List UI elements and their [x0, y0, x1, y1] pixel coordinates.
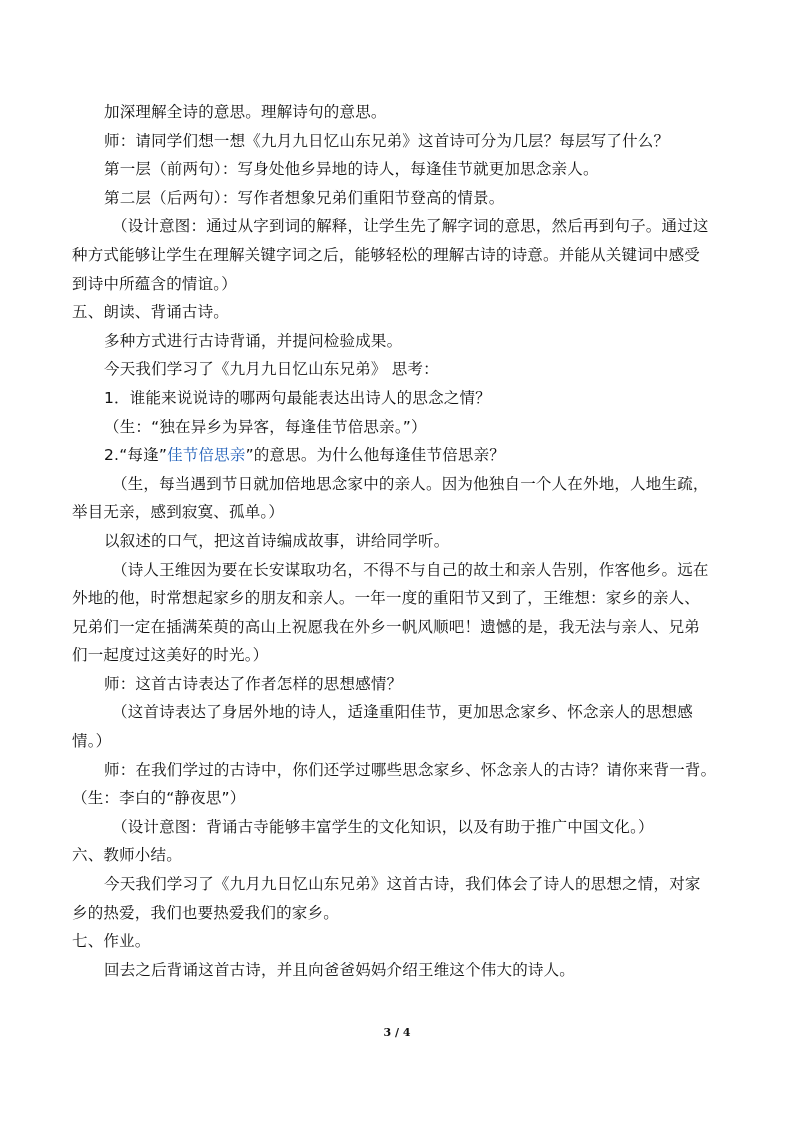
- text-line: （生：李白的“静夜思”）: [72, 789, 246, 808]
- text-line: 外地的他，时常想起家乡的朋友和亲人。一年一度的重阳节又到了，王维想：家乡的亲人、: [72, 589, 701, 608]
- text-line: 师：请同学们想一想《九月九日忆山东兄弟》这首诗可分为几层？每层写了什么？: [104, 131, 670, 150]
- document-body: [72, 98, 732, 984]
- text-line: 以叙述的口气，把这首诗编成故事，讲给同学听。: [104, 531, 450, 550]
- text-line: 师：这首古诗表达了作者怎样的思想感情？: [104, 674, 403, 693]
- text-line: （生，每当遇到节日就加倍地思念家中的亲人。因为他独自一个人在外地，人地生疏，: [112, 474, 709, 493]
- text-line: （这首诗表达了身居外地的诗人，适逢重阳佳节，更加思念家乡、怀念亲人的思想感: [112, 703, 693, 722]
- text-line: 七、作业。: [72, 932, 151, 951]
- text-line: 今天我们学习了《九月九日忆山东兄弟》这首古诗，我们体会了诗人的思想之情，对家: [104, 875, 701, 894]
- text-line: 第二层（后两句）：写作者想象兄弟们重阳节登高的情景。: [104, 188, 505, 207]
- text-line: 举目无亲，感到寂寞、孤单。）: [72, 503, 285, 522]
- question-2-line: [72, 441, 732, 470]
- text-line: 多种方式进行古诗背诵，并提问检验成果。: [104, 331, 403, 350]
- text-line: 兄弟们一定在插满茱萸的高山上祝愿我在外乡一帆风顺吧！遗憾的是，我无法与亲人、兄弟: [72, 617, 701, 636]
- text-line: 情。）: [72, 732, 112, 751]
- question-2-prefix: 2.“每逢”: [104, 446, 168, 465]
- text-line: （生：“独在异乡为异客，每逢佳节倍思亲。”）: [104, 417, 427, 436]
- question-2-suffix: ”的意思。为什么他每逢佳节倍思亲？: [245, 446, 506, 465]
- text-line: 乡的热爱，我们也要热爱我们的家乡。: [72, 903, 339, 922]
- text-line: 五、朗读、背诵古诗。: [72, 303, 230, 322]
- text-line: 1．谁能来说说诗的哪两句最能表达出诗人的思念之情？: [104, 388, 491, 407]
- text-line: （设计意图：背诵古寺能够丰富学生的文化知识，以及有助于推广中国文化。）: [112, 817, 654, 836]
- text-line: （设计意图：通过从字到词的解释，让学生先了解字词的意思，然后再到句子。通过这: [112, 217, 709, 236]
- text-line: 回去之后背诵这首古诗，并且向爸爸妈妈介绍王维这个伟大的诗人。: [104, 960, 576, 979]
- text-line: （诗人王维因为要在长安谋取功名，不得不与自己的故土和亲人告别，作客他乡。远在: [112, 560, 709, 579]
- text-line: 到诗中所蕴含的情谊。）: [72, 274, 237, 293]
- page-number: 3 / 4: [383, 1026, 411, 1039]
- text-line: 师：在我们学过的古诗中，你们还学过哪些思念家乡、怀念亲人的古诗？请你来背一背。: [104, 760, 717, 779]
- text-line: 加深理解全诗的意思。理解诗句的意思。: [104, 103, 387, 121]
- text-line: 今天我们学习了《九月九日忆山东兄弟》 思考：: [104, 360, 439, 379]
- text-line: 六、教师小结。: [72, 846, 182, 865]
- text-line: 们一起度过这美好的时光。）: [72, 646, 269, 665]
- text-line: 种方式能够让学生在理解关键字词之后，能够轻松的理解古诗的诗意。并能从关键词中感受: [72, 245, 701, 264]
- question-2-highlight: 佳节倍思亲: [167, 446, 246, 465]
- text-line: 第一层（前两句）：写身处他乡异地的诗人，每逢佳节就更加思念亲人。: [104, 160, 599, 179]
